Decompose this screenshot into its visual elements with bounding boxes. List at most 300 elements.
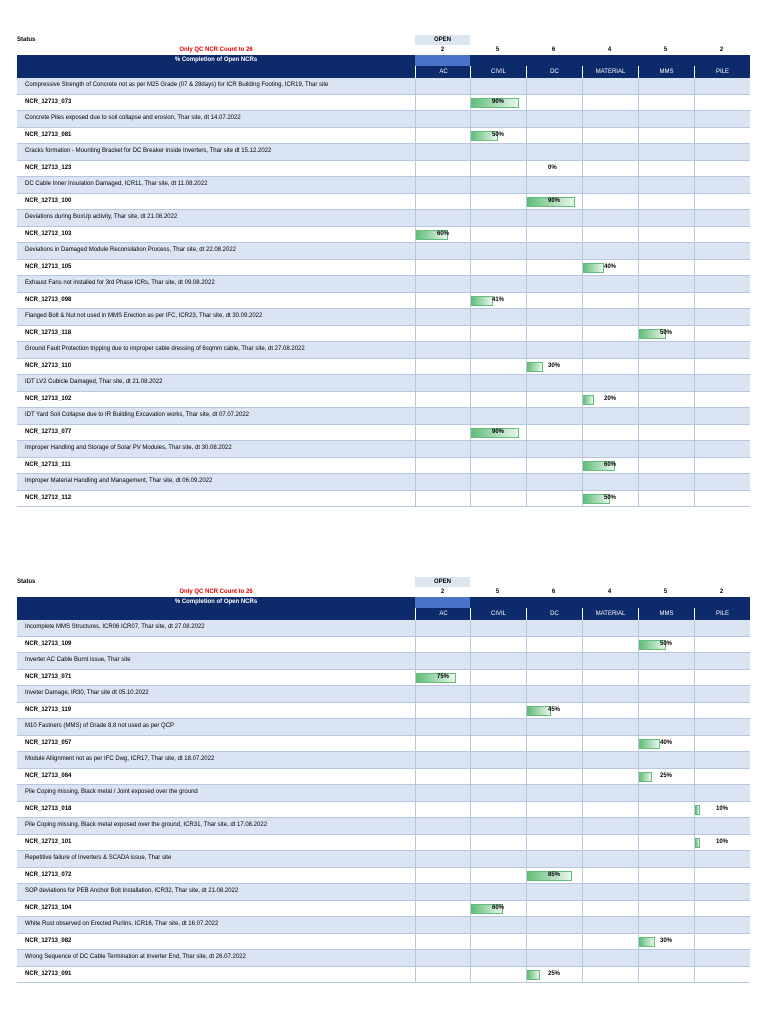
grid-line <box>470 703 471 719</box>
count-material: 4 <box>607 589 612 595</box>
grid-line <box>694 194 695 210</box>
grid-line <box>638 359 639 375</box>
col-header-dc: DC <box>526 608 582 620</box>
grid-line <box>582 177 583 193</box>
grid-line <box>582 210 583 226</box>
grid-line <box>470 276 471 292</box>
grid-line <box>526 917 527 933</box>
grid-line <box>526 408 527 424</box>
ncr-description-row <box>17 342 750 359</box>
grid-line <box>582 78 583 94</box>
ncr-description: Exhaust Fans not installed for 3rd Phase ICRs, Thar site, dt 09.08.2022 <box>25 280 215 286</box>
ncr-description-row <box>17 243 750 260</box>
ncr-description: Improper Handling and Storage of Solar PV Modules, Thar site, dt 30.08.2022 <box>25 445 232 451</box>
grid-line <box>526 177 527 193</box>
open-label: OPEN <box>415 577 470 587</box>
ncr-description: IDT Yard Soil Collapse due to IR Building Excavation works, Thar site, dt 07.07.2022 <box>25 412 250 418</box>
ncr-description-row <box>17 719 750 736</box>
grid-line <box>694 752 695 768</box>
grid-line <box>694 637 695 653</box>
ncr-id: NCR_12713_103 <box>25 230 72 237</box>
grid-line <box>470 309 471 325</box>
progress-label: 20% <box>604 395 617 402</box>
ncr-id: NCR_12713_072 <box>25 871 72 878</box>
grid-line <box>694 342 695 358</box>
grid-line <box>694 260 695 276</box>
grid-line <box>415 111 416 127</box>
grid-line <box>638 950 639 966</box>
grid-line <box>694 227 695 243</box>
ncr-id: NCR_12713_111 <box>25 461 71 468</box>
grid-line <box>582 95 583 111</box>
ncr-id: NCR_12713_057 <box>25 739 72 746</box>
grid-line <box>694 703 695 719</box>
ncr-description-row <box>17 210 750 227</box>
progress-label: 10% <box>716 805 729 812</box>
grid-line <box>638 901 639 917</box>
ncr-row <box>17 637 750 654</box>
grid-line <box>470 359 471 375</box>
grid-line <box>638 868 639 884</box>
grid-line <box>638 392 639 408</box>
col-header-material: MATERIAL <box>582 608 638 620</box>
grid-line <box>470 917 471 933</box>
grid-line <box>526 719 527 735</box>
grid-line <box>470 868 471 884</box>
grid-line <box>638 802 639 818</box>
grid-line <box>638 210 639 226</box>
grid-line <box>415 293 416 309</box>
count-mms: 5 <box>663 47 668 53</box>
grid-line <box>526 491 527 507</box>
ncr-id: NCR_12713_077 <box>25 428 72 435</box>
grid-line <box>582 884 583 900</box>
ncr-id: NCR_12713_112 <box>25 494 72 501</box>
ncr-description-row <box>17 653 750 670</box>
grid-line <box>470 719 471 735</box>
ncr-description-row <box>17 276 750 293</box>
grid-line <box>470 818 471 834</box>
ncr-description: Deviations in Damaged Module Reconsilation Process, Thar site, dt 22.08.2022 <box>25 247 237 253</box>
ncr-description-row <box>17 144 750 161</box>
pct-title: % Completion of Open NCRs <box>174 57 258 63</box>
grid-line <box>638 276 639 292</box>
ncr-description-row <box>17 884 750 901</box>
grid-line <box>470 342 471 358</box>
grid-line <box>638 243 639 259</box>
count-pile: 2 <box>719 47 724 53</box>
grid-line <box>470 227 471 243</box>
grid-line <box>526 851 527 867</box>
pct-title-band <box>17 597 750 608</box>
grid-line <box>582 326 583 342</box>
progress-label: 90% <box>492 428 505 435</box>
col-header-ac: AC <box>415 66 471 78</box>
grid-line <box>638 458 639 474</box>
ncr-description-row <box>17 111 750 128</box>
count-row <box>17 587 750 597</box>
grid-line <box>582 851 583 867</box>
grid-line <box>582 425 583 441</box>
grid-line <box>415 458 416 474</box>
qc-note: Only QC NCR Count to 26 <box>179 589 253 595</box>
grid-line <box>526 425 527 441</box>
grid-line <box>470 785 471 801</box>
grid-line <box>694 441 695 457</box>
progress-label: 50% <box>492 131 505 138</box>
grid-line <box>694 818 695 834</box>
grid-line <box>638 441 639 457</box>
open-label: OPEN <box>415 35 470 45</box>
progress-label: 50% <box>660 640 673 647</box>
grid-line <box>470 950 471 966</box>
grid-line <box>638 177 639 193</box>
ncr-description-row <box>17 818 750 835</box>
ncr-id: NCR_12713_102 <box>25 395 72 402</box>
progress-bar <box>639 739 660 749</box>
progress-bar <box>527 362 543 372</box>
grid-line <box>415 868 416 884</box>
grid-line <box>526 342 527 358</box>
ncr-description: Pile Coping missing, Black metal / Joint exposed over the ground <box>25 789 198 795</box>
grid-line <box>415 637 416 653</box>
grid-line <box>526 375 527 391</box>
grid-line <box>694 128 695 144</box>
grid-line <box>415 818 416 834</box>
grid-line <box>526 752 527 768</box>
grid-line <box>638 161 639 177</box>
grid-line <box>470 653 471 669</box>
grid-line <box>470 884 471 900</box>
grid-line <box>638 785 639 801</box>
grid-line <box>694 686 695 702</box>
ncr-description-row <box>17 309 750 326</box>
grid-line <box>415 901 416 917</box>
progress-label: 50% <box>660 329 673 336</box>
grid-line <box>582 653 583 669</box>
grid-line <box>526 670 527 686</box>
ncr-description: Wrong Sequence of DC Cable Termination at Inverter End, Thar site, dt 26.07.2022 <box>25 954 246 960</box>
grid-line <box>415 309 416 325</box>
grid-line <box>582 752 583 768</box>
col-header-pile: PILE <box>694 608 750 620</box>
grid-line <box>526 769 527 785</box>
grid-line <box>638 719 639 735</box>
grid-line <box>638 491 639 507</box>
status-label: Status <box>17 37 36 43</box>
progress-label: 40% <box>660 739 673 746</box>
grid-line <box>582 637 583 653</box>
grid-line <box>415 276 416 292</box>
grid-line <box>694 408 695 424</box>
grid-line <box>694 392 695 408</box>
grid-line <box>470 408 471 424</box>
ncr-description-row <box>17 441 750 458</box>
progress-label: 10% <box>716 838 729 845</box>
col-header-mms: MMS <box>638 608 694 620</box>
progress-label: 85% <box>548 871 561 878</box>
grid-line <box>415 128 416 144</box>
grid-line <box>638 653 639 669</box>
grid-line <box>694 719 695 735</box>
col-header-ac: AC <box>415 608 471 620</box>
grid-line <box>415 161 416 177</box>
grid-line <box>694 620 695 636</box>
ncr-id: NCR_12713_104 <box>25 904 72 911</box>
grid-line <box>638 78 639 94</box>
grid-line <box>415 194 416 210</box>
grid-line <box>582 670 583 686</box>
grid-line <box>470 851 471 867</box>
ncr-row <box>17 868 750 885</box>
grid-line <box>582 474 583 490</box>
grid-line <box>526 128 527 144</box>
grid-line <box>470 177 471 193</box>
col-header-civil: CIVIL <box>470 608 526 620</box>
grid-line <box>582 901 583 917</box>
grid-line <box>638 620 639 636</box>
col-header-pile: PILE <box>694 66 750 78</box>
grid-line <box>470 458 471 474</box>
grid-line <box>638 375 639 391</box>
count-dc: 6 <box>551 47 556 53</box>
grid-line <box>526 161 527 177</box>
progress-label: 60% <box>492 904 505 911</box>
grid-line <box>415 802 416 818</box>
grid-line <box>582 293 583 309</box>
grid-line <box>694 670 695 686</box>
grid-line <box>526 309 527 325</box>
grid-line <box>470 686 471 702</box>
grid-line <box>526 392 527 408</box>
grid-line <box>415 408 416 424</box>
grid-line <box>415 441 416 457</box>
ncr-description: Repetitive failure of Inverters & SCADA issue, Thar site <box>25 855 172 861</box>
grid-line <box>582 802 583 818</box>
ncr-description: Module Allignment not as per IFC Dwg, ICR17, Thar site, dt 18.07.2022 <box>25 756 215 762</box>
column-headers <box>17 66 750 78</box>
ncr-id: NCR_12713_091 <box>25 970 72 977</box>
grid-line <box>526 227 527 243</box>
grid-line <box>582 835 583 851</box>
grid-line <box>526 326 527 342</box>
grid-line <box>470 491 471 507</box>
progress-label: 25% <box>548 970 561 977</box>
grid-line <box>470 260 471 276</box>
grid-line <box>694 177 695 193</box>
grid-line <box>415 375 416 391</box>
grid-line <box>638 686 639 702</box>
grid-line <box>526 901 527 917</box>
grid-line <box>582 408 583 424</box>
col-header-mms: MMS <box>638 66 694 78</box>
grid-line <box>638 818 639 834</box>
ncr-row <box>17 802 750 819</box>
grid-line <box>415 752 416 768</box>
progress-bar <box>527 970 540 980</box>
progress-label: 41% <box>492 296 505 303</box>
grid-line <box>415 835 416 851</box>
grid-line <box>526 653 527 669</box>
progress-label: 0% <box>548 164 557 171</box>
ncr-description: Inveter Damage, IR30, Thar site dt 05.10.2022 <box>25 690 149 696</box>
grid-line <box>526 95 527 111</box>
grid-line <box>582 917 583 933</box>
grid-line <box>694 375 695 391</box>
ncr-description: Compressive Strength of Concrete not as per M25 Grade (07 & 28days) for ICR Building Footing, ICR19, Thar site <box>25 82 329 88</box>
grid-line <box>638 408 639 424</box>
ncr-row <box>17 835 750 852</box>
progress-label: 40% <box>604 263 617 270</box>
ncr-row <box>17 326 750 343</box>
grid-line <box>694 785 695 801</box>
grid-line <box>582 934 583 950</box>
progress-label: 30% <box>660 937 673 944</box>
grid-line <box>582 967 583 983</box>
grid-line <box>415 851 416 867</box>
progress-label: 30% <box>548 362 561 369</box>
grid-line <box>694 425 695 441</box>
grid-line <box>526 934 527 950</box>
grid-line <box>638 967 639 983</box>
ncr-id: NCR_12713_101 <box>25 838 72 845</box>
grid-line <box>470 194 471 210</box>
grid-line <box>470 769 471 785</box>
grid-line <box>638 752 639 768</box>
grid-line <box>694 868 695 884</box>
grid-line <box>470 144 471 160</box>
grid-line <box>638 884 639 900</box>
count-ac: 2 <box>440 47 445 53</box>
col-header-civil: CIVIL <box>470 66 526 78</box>
grid-line <box>694 309 695 325</box>
ncr-description: Incomplete MMS Structures, ICR06 ICR07, Thar site, dt 27.08.2022 <box>25 624 205 630</box>
column-headers <box>17 608 750 620</box>
count-civil: 5 <box>495 47 500 53</box>
grid-line <box>582 243 583 259</box>
count-ac: 2 <box>440 589 445 595</box>
ncr-description-row <box>17 950 750 967</box>
grid-line <box>415 359 416 375</box>
grid-line <box>415 78 416 94</box>
grid-line <box>694 851 695 867</box>
grid-line <box>694 111 695 127</box>
grid-line <box>694 161 695 177</box>
grid-line <box>526 736 527 752</box>
grid-line <box>582 868 583 884</box>
grid-line <box>415 719 416 735</box>
grid-line <box>694 917 695 933</box>
grid-line <box>415 950 416 966</box>
grid-line <box>526 441 527 457</box>
status-label: Status <box>17 579 36 585</box>
grid-line <box>638 917 639 933</box>
grid-line <box>470 637 471 653</box>
grid-line <box>526 637 527 653</box>
grid-line <box>526 293 527 309</box>
grid-line <box>582 441 583 457</box>
grid-line <box>638 144 639 160</box>
ncr-id: NCR_12713_081 <box>25 131 72 138</box>
grid-line <box>526 210 527 226</box>
grid-line <box>470 474 471 490</box>
grid-line <box>415 736 416 752</box>
ncr-description: Improper Material Handling and Management, Thar site, dt 06.09.2022 <box>25 478 213 484</box>
grid-line <box>470 111 471 127</box>
ncr-row <box>17 967 750 984</box>
grid-line <box>415 260 416 276</box>
grid-line <box>415 243 416 259</box>
count-mms: 5 <box>663 589 668 595</box>
grid-line <box>415 653 416 669</box>
ncr-row <box>17 491 750 508</box>
grid-line <box>638 111 639 127</box>
ncr-description: Deviations during BoxUp activity, Thar site, dt 21.08.2022 <box>25 214 178 220</box>
grid-line <box>582 111 583 127</box>
ncr-id: NCR_12713_098 <box>25 296 72 303</box>
ncr-row <box>17 161 750 178</box>
grid-line <box>470 967 471 983</box>
ncr-description-row <box>17 917 750 934</box>
grid-line <box>415 917 416 933</box>
progress-bar <box>471 296 493 306</box>
grid-line <box>582 161 583 177</box>
grid-line <box>415 884 416 900</box>
grid-line <box>415 686 416 702</box>
progress-label: 60% <box>604 461 617 468</box>
grid-line <box>526 243 527 259</box>
grid-line <box>415 703 416 719</box>
ncr-description-row <box>17 752 750 769</box>
grid-line <box>638 342 639 358</box>
grid-line <box>415 326 416 342</box>
ncr-description: Flanged Bolt & Nut not used in MMS Erection as per IFC, ICR23, Thar site, dt 30.09.2022 <box>25 313 263 319</box>
count-dc: 6 <box>551 589 556 595</box>
progress-bar <box>695 805 700 815</box>
grid-line <box>582 769 583 785</box>
grid-line <box>694 144 695 160</box>
pct-title: % Completion of Open NCRs <box>174 599 258 605</box>
grid-line <box>470 670 471 686</box>
grid-line <box>694 474 695 490</box>
ncr-id: NCR_12713_073 <box>25 98 72 105</box>
ncr-id: NCR_12713_118 <box>25 329 72 336</box>
pct-title-band <box>17 55 750 66</box>
grid-line <box>694 78 695 94</box>
grid-line <box>526 884 527 900</box>
grid-line <box>470 835 471 851</box>
grid-line <box>470 620 471 636</box>
grid-line <box>582 194 583 210</box>
grid-line <box>582 227 583 243</box>
grid-line <box>694 326 695 342</box>
grid-line <box>694 293 695 309</box>
grid-line <box>694 653 695 669</box>
grid-line <box>694 95 695 111</box>
grid-line <box>470 934 471 950</box>
ncr-description-row <box>17 620 750 637</box>
ncr-description: Inverter AC Cable Burnt issue, Thar site <box>25 657 131 663</box>
grid-line <box>582 950 583 966</box>
grid-line <box>470 392 471 408</box>
grid-line <box>470 161 471 177</box>
progress-label: 25% <box>660 772 673 779</box>
ncr-table-1 <box>17 35 750 507</box>
ncr-description: Ground Fault Protection tripping due to improper cable dressing of 6sqmm cable, Thar site, dt 27.08.2022 <box>25 346 305 352</box>
grid-line <box>638 425 639 441</box>
ncr-table-2 <box>17 577 750 983</box>
grid-line <box>638 260 639 276</box>
